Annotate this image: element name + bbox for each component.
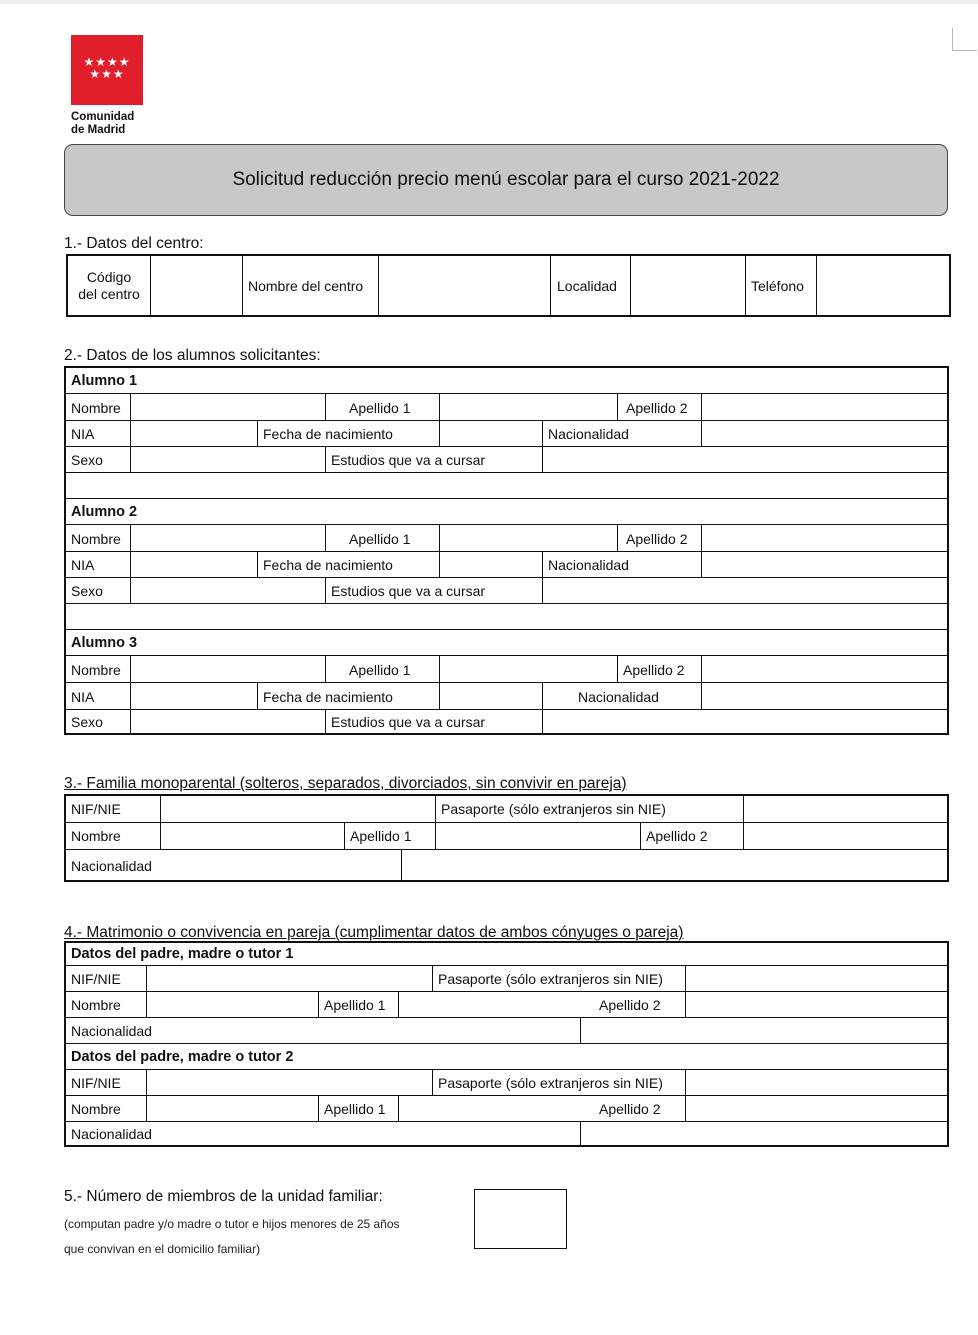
comunidad-madrid-logo [71,35,143,105]
s3-nacionalidad-label: Nacionalidad [71,858,152,874]
tutor1-title: Datos del padre, madre o tutor 1 [71,946,294,962]
section5-note-line2: que convivan en el domicilio familiar) [64,1242,261,1256]
s3-pasaporte-label: Pasaporte (sólo extranjeros sin NIE) [441,801,666,817]
alumno2-title: Alumno 2 [71,504,138,520]
t2-nif-label: NIF/NIE [71,1075,121,1091]
codigo-line2: del centro [78,286,140,302]
alumno2-fecha-label: Fecha de nacimiento [263,557,393,573]
alumno1-nia-label: NIA [71,426,95,442]
logo-stars-top: ★★★★ [83,55,131,69]
alumno3-nombre-label: Nombre [71,662,121,678]
alumno2-apellido2-label: Apellido 2 [626,531,688,547]
alumno3-estudios-label: Estudios que va a cursar [331,714,486,730]
s3-nif-label: NIF/NIE [71,801,121,817]
t2-pasaporte-label: Pasaporte (sólo extranjeros sin NIE) [438,1075,663,1091]
alumno1-title: Alumno 1 [71,373,138,389]
section1-heading: 1.- Datos del centro: [64,235,204,252]
s3-nombre-label: Nombre [71,828,121,844]
alumno2-sexo-label: Sexo [71,583,103,599]
alumno3-fecha-label: Fecha de nacimiento [263,689,393,705]
section5-heading: 5.- Número de miembros de la unidad familiar: [64,1188,383,1205]
alumno3-apellido2-label: Apellido 2 [623,662,685,678]
alumno2-apellido1-label: Apellido 1 [349,531,411,547]
logo-text [71,111,134,137]
section3-heading: 3.- Familia monoparental (solteros, separados, divorciados, sin convivir en pareja) [64,775,627,792]
t2-nacionalidad-label: Nacionalidad [71,1126,152,1142]
alumno1-fecha-label: Fecha de nacimiento [263,426,393,442]
alumno3-title: Alumno 3 [71,635,138,651]
t2-nombre-label: Nombre [71,1101,121,1117]
alumno3-nacionalidad-label: Nacionalidad [578,689,659,705]
alumno3-sexo-label: Sexo [71,714,103,730]
alumno1-nacionalidad-label: Nacionalidad [548,426,629,442]
localidad-label: Localidad [557,278,617,294]
alumno2-nia-label: NIA [71,557,95,573]
nombre-centro-label: Nombre del centro [248,278,364,294]
t2-apellido2-label: Apellido 2 [599,1101,661,1117]
t1-nif-label: NIF/NIE [71,971,121,987]
tutor2-title: Datos del padre, madre o tutor 2 [71,1049,294,1065]
alumno3-nia-label: NIA [71,689,95,705]
members-count-input[interactable] [474,1189,567,1249]
s3-apellido1-label: Apellido 1 [350,828,412,844]
logo-text-line1: Comunidad [71,111,135,123]
section1-table [66,254,951,317]
logo-stars-bottom: ★★★ [89,67,125,81]
t2-apellido1-label: Apellido 1 [324,1101,386,1117]
form-title: Solicitud reducción precio menú escolar para el curso 2021-2022 [64,144,948,216]
section2-heading: 2.- Datos de los alumnos solicitantes: [64,347,321,364]
top-bar [0,0,978,4]
alumno1-sexo-label: Sexo [71,452,103,468]
section4-heading: 4.- Matrimonio o convivencia en pareja (cumplimentar datos de ambos cónyuges o pareja) [64,924,684,941]
t1-nombre-label: Nombre [71,997,121,1013]
alumno2-nombre-label: Nombre [71,531,121,547]
alumno1-estudios-label: Estudios que va a cursar [331,452,486,468]
logo-text-line2: de Madrid [71,124,126,136]
codigo-line1: Código [86,269,132,285]
alumno2-nacionalidad-label: Nacionalidad [548,557,629,573]
codigo-centro-label [68,269,150,303]
telefono-label: Teléfono [751,278,804,294]
t1-pasaporte-label: Pasaporte (sólo extranjeros sin NIE) [438,971,663,987]
t1-apellido2-label: Apellido 2 [599,997,661,1013]
alumno3-apellido1-label: Apellido 1 [349,662,411,678]
t1-nacionalidad-label: Nacionalidad [71,1023,152,1039]
s3-apellido2-label: Apellido 2 [646,828,708,844]
section5-note-line1: (computan padre y/o madre o tutor e hijos menores de 25 años [64,1217,400,1231]
alumno1-apellido2-label: Apellido 2 [626,400,688,416]
alumno1-nombre-label: Nombre [71,400,121,416]
alumno1-apellido1-label: Apellido 1 [349,400,411,416]
t1-apellido1-label: Apellido 1 [324,997,386,1013]
alumno2-estudios-label: Estudios que va a cursar [331,583,486,599]
page-corner-mark [952,28,977,51]
